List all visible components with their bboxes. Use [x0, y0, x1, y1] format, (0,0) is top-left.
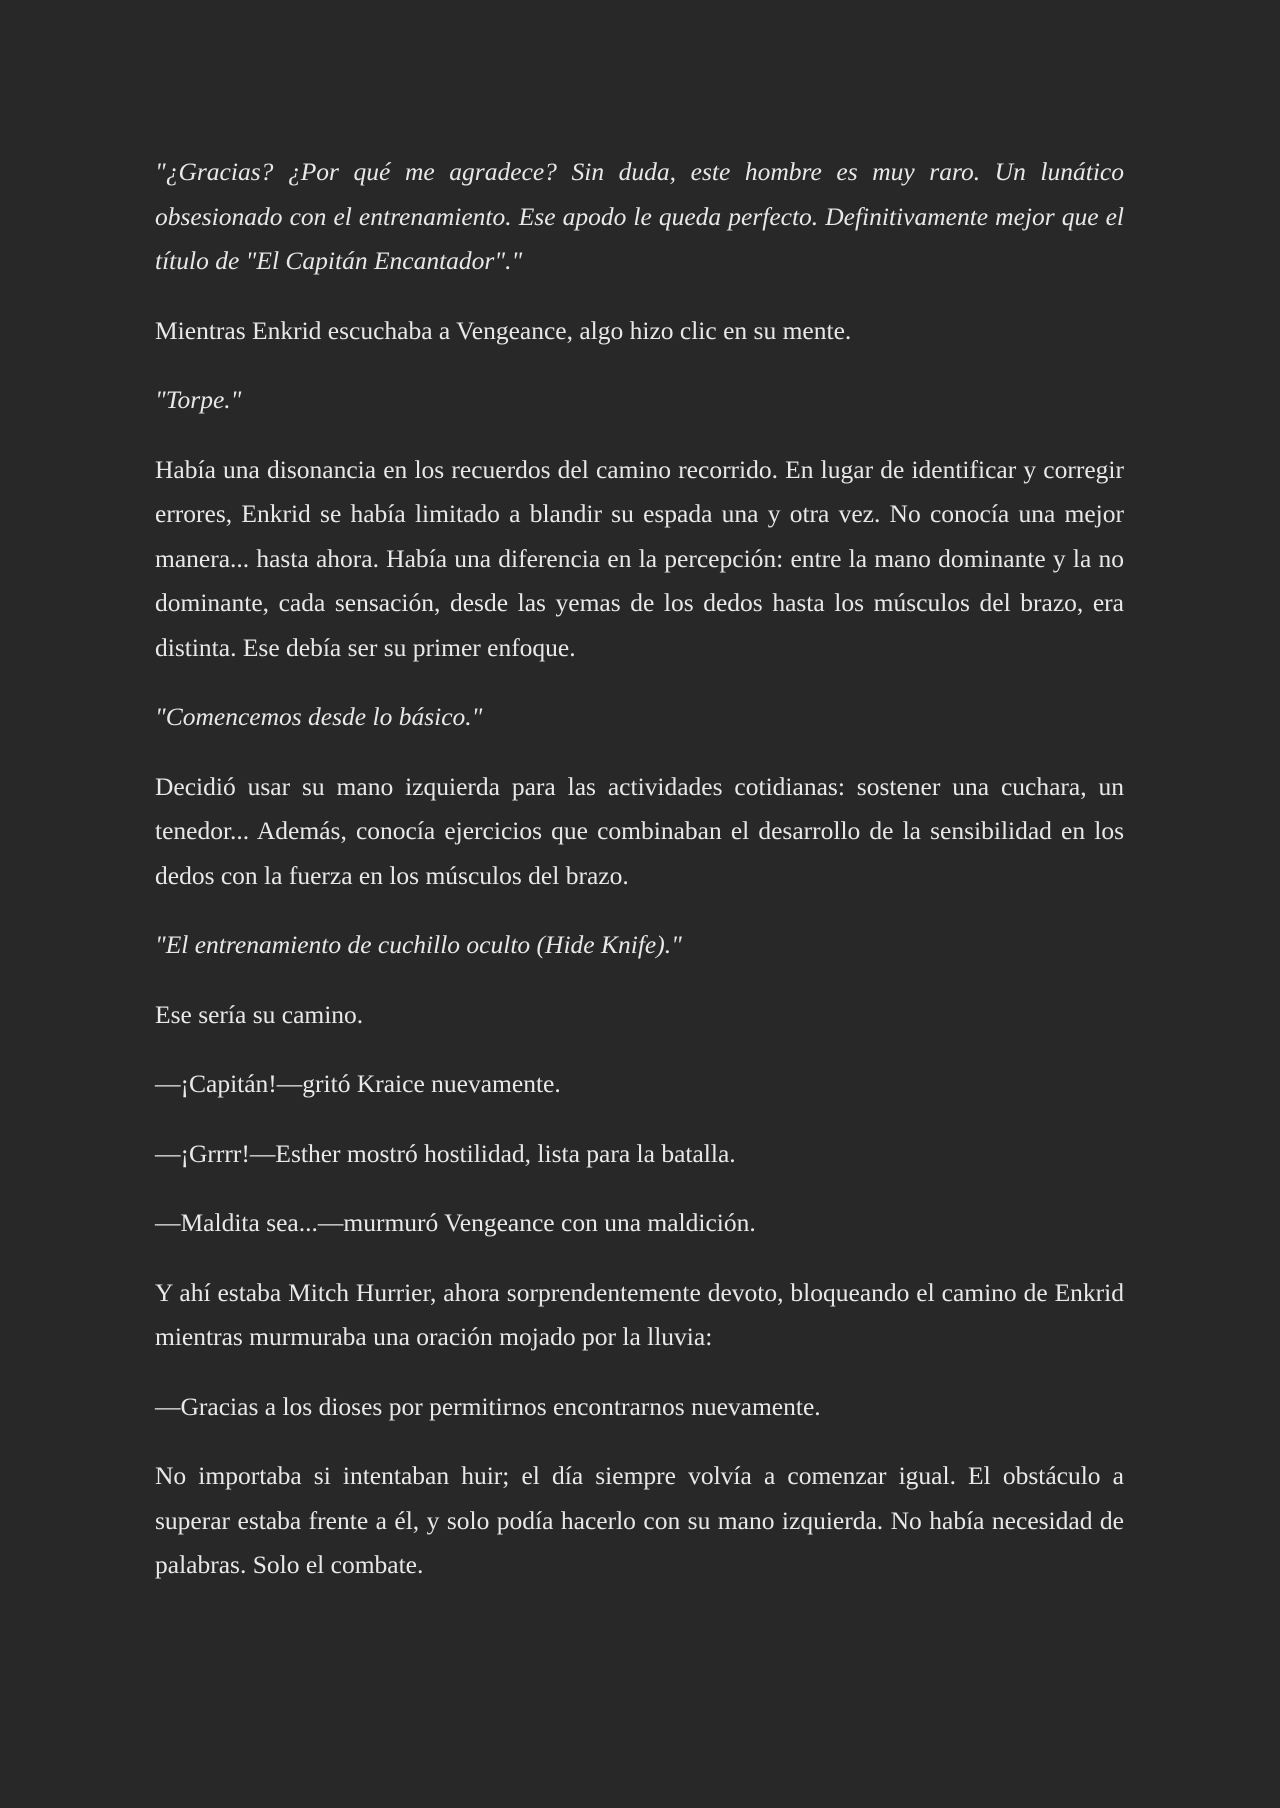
narration-paragraph: Ese sería su camino.: [155, 999, 364, 1029]
thought-paragraph: "¿Gracias? ¿Por qué me agradece? Sin duda, este hombre es muy raro. Un lunático obsesionado con el entrenamiento. Ese apodo le queda perfecto. Definitivamente mejor que el título de "El Capitán Encantador".": [155, 157, 1124, 275]
narration-paragraph: Decidió usar su mano izquierda para las actividades cotidianas: sostener una cuchara, un tenedor... Además, conocía ejercicios que combinaban el desarrollo de la sensibilidad en los dedos con la fuerza en los músculos del brazo.: [155, 771, 1124, 890]
dialogue-paragraph: —Gracias a los dioses por permitirnos encontrarnos nuevamente.: [155, 1391, 821, 1421]
dialogue-paragraph: —Maldita sea...—murmuró Vengeance con una maldición.: [155, 1208, 756, 1237]
dialogue-paragraph: —¡Grrrr!—Esther mostró hostilidad, lista para la batalla.: [155, 1138, 736, 1168]
chapter-text: [155, 150, 1124, 1613]
narration-paragraph: No importaba si intentaban huir; el día siempre volvía a comenzar igual. El obstáculo a superar estaba frente a él, y solo podía hacerlo con su mano izquierda. No había necesidad de palabras. Solo el combate.: [155, 1461, 1124, 1579]
thought-paragraph: "Torpe.": [155, 385, 242, 414]
narration-paragraph: Había una disonancia en los recuerdos del camino recorrido. En lugar de identificar y corregir errores, Enkrid se había limitado a blandir su espada una y otra vez. No conocía una mejor manera... hasta ahora. Había una diferencia en la percepción: entre la mano dominante y la no dominante, cada sensación, desde las yemas de los dedos hasta los músculos del brazo, era distinta. Ese debía ser su primer enfoque.: [155, 454, 1124, 662]
thought-paragraph: "Comencemos desde lo básico.": [155, 702, 483, 731]
dialogue-paragraph: —¡Capitán!—gritó Kraice nuevamente.: [155, 1069, 561, 1098]
narration-paragraph: Mientras Enkrid escuchaba a Vengeance, algo hizo clic en su mente.: [155, 315, 852, 345]
thought-paragraph: "El entrenamiento de cuchillo oculto (Hide Knife).": [155, 930, 682, 959]
narration-paragraph: Y ahí estaba Mitch Hurrier, ahora sorprendentemente devoto, bloqueando el camino de Enkrid mientras murmuraba una oración mojado por la lluvia:: [155, 1277, 1124, 1351]
